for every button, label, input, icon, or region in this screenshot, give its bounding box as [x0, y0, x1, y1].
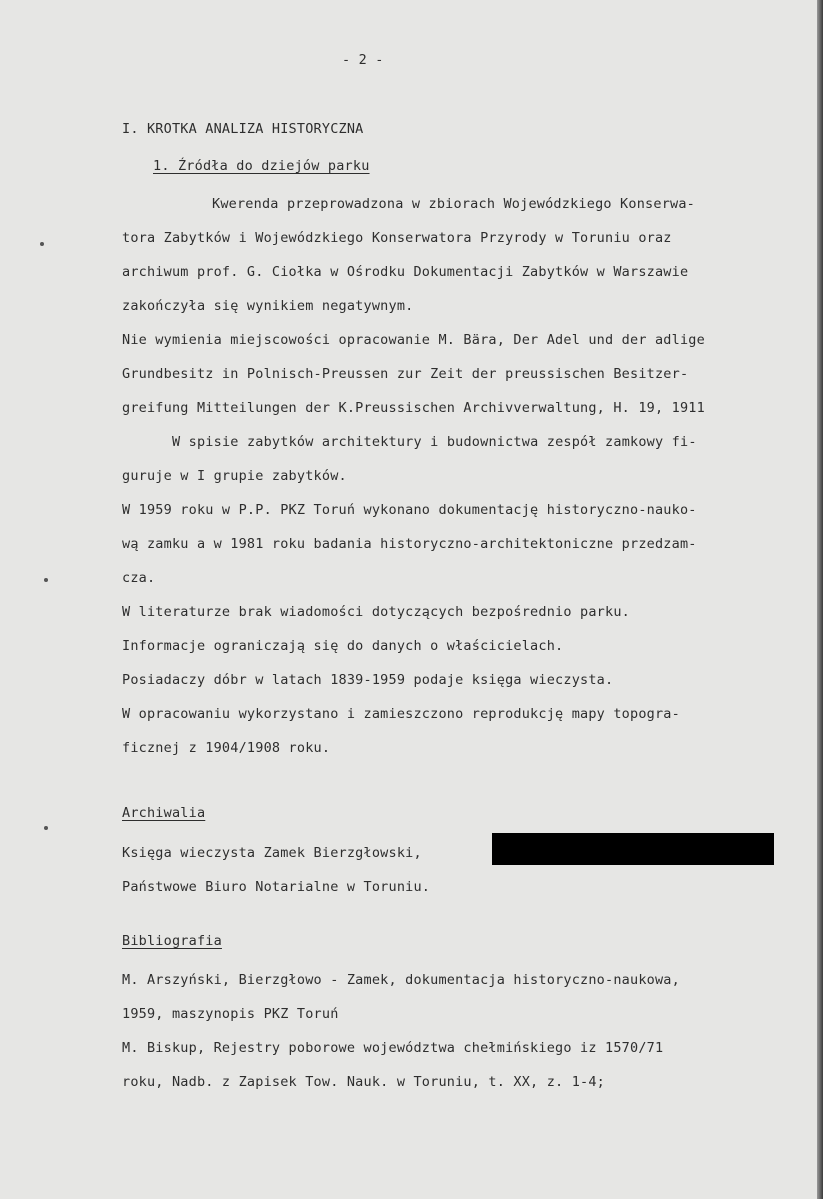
archiwalia-heading: Archiwalia	[122, 805, 206, 821]
archiwalia-line: Państwowe Biuro Notarialne w Toruniu.	[122, 879, 431, 895]
body-line: Posiadaczy dóbr w latach 1839-1959 podaje księga wieczysta.	[122, 672, 614, 688]
body-line: W spisie zabytków architektury i budownictwa zespół zamkowy fi-	[172, 434, 697, 450]
body-line: ficznej z 1904/1908 roku.	[122, 740, 331, 756]
body-line: W 1959 roku w P.P. PKZ Toruń wykonano dokumentację historyczno-nauko-	[122, 502, 697, 518]
body-line: Informacje ograniczają się do danych o właścicielach.	[122, 638, 564, 654]
margin-dot	[40, 242, 44, 246]
scan-edge	[817, 0, 823, 1199]
body-line: Nie wymienia miejscowości opracowanie M. Bära, Der Adel und der adlige	[122, 332, 705, 348]
body-line: zakończyła się wynikiem negatywnym.	[122, 298, 414, 314]
bibliografia-line: 1959, maszynopis PKZ Toruń	[122, 1006, 339, 1022]
bibliografia-line: M. Biskup, Rejestry poborowe województwa chełmińskiego iz 1570/71	[122, 1040, 664, 1056]
body-line: cza.	[122, 570, 156, 586]
body-line: Kwerenda przeprowadzona w zbiorach Wojewódzkiego Konserwa-	[212, 196, 696, 212]
redaction-bar	[492, 833, 774, 865]
bibliografia-line: M. Arszyński, Bierzgłowo - Zamek, dokumentacja historyczno-naukowa,	[122, 972, 680, 988]
section-heading: I. KROTKA ANALIZA HISTORYCZNA	[122, 121, 364, 137]
body-line: wą zamku a w 1981 roku badania historyczno-architektoniczne przedzam-	[122, 536, 697, 552]
body-line: W opracowaniu wykorzystano i zamieszczono reprodukcję mapy topogra-	[122, 706, 680, 722]
margin-dot	[44, 826, 48, 830]
body-line: W literaturze brak wiadomości dotyczących bezpośrednio parku.	[122, 604, 630, 620]
margin-dot	[44, 578, 48, 582]
body-line: guruje w I grupie zabytków.	[122, 468, 347, 484]
bibliografia-heading: Bibliografia	[122, 933, 222, 949]
subsection-heading: 1. Źródła do dziejów parku	[153, 158, 370, 174]
page-number: - 2 -	[342, 52, 384, 68]
archiwalia-line: Księga wieczysta Zamek Bierzgłowski,	[122, 845, 422, 861]
body-line: greifung Mitteilungen der K.Preussischen Archivverwaltung, H. 19, 1911	[122, 400, 705, 416]
body-line: tora Zabytków i Wojewódzkiego Konserwatora Przyrody w Toruniu oraz	[122, 230, 672, 246]
bibliografia-line: roku, Nadb. z Zapisek Tow. Nauk. w Toruniu, t. XX, z. 1-4;	[122, 1074, 606, 1090]
body-line: Grundbesitz in Polnisch-Preussen zur Zeit der preussischen Besitzer-	[122, 366, 689, 382]
body-line: archiwum prof. G. Ciołka w Ośrodku Dokumentacji Zabytków w Warszawie	[122, 264, 689, 280]
